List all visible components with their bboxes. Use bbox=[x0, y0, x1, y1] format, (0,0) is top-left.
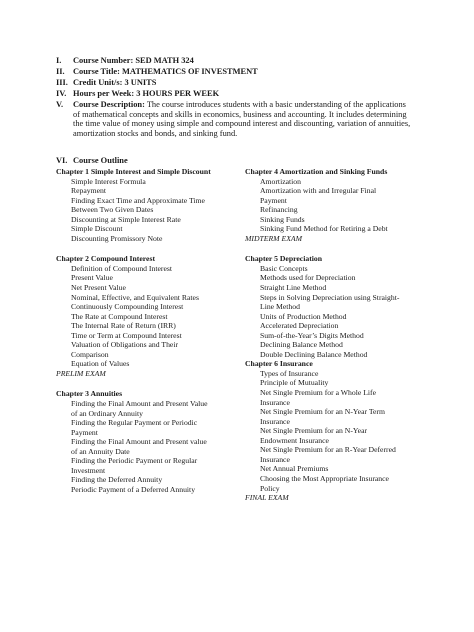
list-item: Time or Term at Compound Interest bbox=[71, 330, 182, 340]
left-column bbox=[56, 167, 244, 495]
list-item: Amortization with and Irregular Final bbox=[260, 186, 377, 196]
description-label: Course Description: bbox=[73, 100, 145, 109]
course-title: Course Title: MATHEMATICS OF INVESTMENT bbox=[73, 67, 258, 76]
list-item: Discounting at Simple Interest Rate bbox=[71, 214, 181, 224]
list-item: of an Ordinary Annuity bbox=[71, 408, 143, 418]
chapter-6-title: Chapter 6 Insurance bbox=[245, 359, 313, 369]
list-item: Refinancing bbox=[260, 205, 298, 215]
list-item: Endowment Insurance bbox=[260, 435, 329, 445]
list-item: Simple Interest Formula bbox=[71, 176, 146, 186]
chapter-1-title: Chapter 1 Simple Interest and Simple Discount bbox=[56, 167, 211, 176]
list-item: Present Value bbox=[71, 273, 113, 283]
list-item: Net Single Premium for an N-Year Term bbox=[260, 407, 385, 417]
list-item: Repayment bbox=[71, 186, 107, 196]
list-item: Valuation of Obligations and Their bbox=[71, 340, 179, 350]
chapter-5-title: Chapter 5 Depreciation bbox=[245, 254, 323, 264]
roman-numeral: IV. bbox=[56, 89, 67, 98]
spacer bbox=[56, 378, 244, 389]
list-item: Insurance bbox=[260, 416, 290, 426]
chapter-4-title: Chapter 4 Amortization and Sinking Funds bbox=[245, 167, 388, 176]
list-item: Types of Insurance bbox=[260, 368, 319, 378]
course-outline-heading: Course Outline bbox=[73, 156, 128, 165]
list-item: Net Present Value bbox=[71, 283, 126, 293]
list-item: Finding the Final Amount and Present Value bbox=[71, 399, 208, 409]
chapter-3-title: Chapter 3 Annuities bbox=[56, 389, 123, 399]
list-item: Sinking Fund Method for Retiring a Debt bbox=[260, 224, 388, 234]
list-item: Insurance bbox=[260, 454, 290, 464]
roman-numeral: I. bbox=[56, 56, 62, 65]
list-item: Investment bbox=[71, 465, 106, 475]
list-item: Steps in Solving Depreciation using Straight- bbox=[260, 292, 400, 302]
spacer bbox=[245, 243, 425, 254]
roman-numeral: II. bbox=[56, 67, 65, 76]
list-item: Continuously Compounding Interest bbox=[71, 302, 184, 312]
description-line: amortization stocks and bonds, and sinking fund. bbox=[73, 128, 238, 138]
list-item: Comparison bbox=[71, 349, 109, 359]
list-item: Equation of Values bbox=[71, 359, 130, 369]
list-item: Units of Production Method bbox=[260, 311, 347, 321]
course-outline-line bbox=[56, 156, 128, 166]
list-item: Insurance bbox=[260, 397, 290, 407]
list-item: Net Single Premium for an R-Year Deferred bbox=[260, 445, 396, 455]
prelim-exam-label: PRELIM EXAM bbox=[56, 368, 106, 378]
list-item: Net Annual Premiums bbox=[260, 464, 329, 474]
list-item: of an Annuity Date bbox=[71, 446, 130, 456]
list-item: Finding the Regular Payment or Periodic bbox=[71, 418, 198, 428]
final-exam-label: FINAL EXAM bbox=[245, 493, 289, 503]
list-item: Choosing the Most Appropriate Insurance bbox=[260, 473, 389, 483]
list-item: Periodic Payment of a Deferred Annuity bbox=[71, 484, 196, 494]
list-item: Finding Exact Time and Approximate Time bbox=[71, 195, 205, 205]
list-item: Sinking Funds bbox=[260, 214, 305, 224]
list-item: Payment bbox=[260, 195, 287, 205]
description-line: of mathematical concepts and skills in economics, business and accounting. It includes determining bbox=[73, 109, 407, 119]
credit-units-line bbox=[56, 78, 156, 88]
list-item: Finding the Deferred Annuity bbox=[71, 475, 163, 485]
list-item: Methods used for Depreciation bbox=[260, 273, 356, 283]
roman-numeral: VI. bbox=[56, 156, 68, 165]
list-item: Principle of Mutuality bbox=[260, 378, 329, 388]
list-item: Line Method bbox=[260, 302, 300, 312]
spacer bbox=[56, 243, 244, 254]
roman-numeral: V. bbox=[56, 100, 64, 109]
list-item: Sum-of-the-Year’s Digits Method bbox=[260, 330, 364, 340]
right-column bbox=[245, 167, 425, 503]
list-item: Policy bbox=[260, 483, 280, 493]
list-item: Declining Balance Method bbox=[260, 340, 343, 350]
list-item: Between Two Given Dates bbox=[71, 205, 154, 215]
course-number-line bbox=[56, 56, 194, 66]
list-item: The Rate at Compound Interest bbox=[71, 311, 168, 321]
credit-units: Credit Unit/s: 3 UNITS bbox=[73, 78, 157, 87]
description-text bbox=[56, 100, 420, 138]
description-line: Course Description: The course introduces students with a basic understanding of the applications bbox=[73, 100, 406, 109]
description-line: the time value of money using simple and compound interest and discounting, variation of annuities, bbox=[73, 119, 411, 129]
list-item: Amortization bbox=[260, 176, 301, 186]
list-item: Finding the Final Amount and Present value bbox=[71, 437, 207, 447]
list-item: Straight Line Method bbox=[260, 283, 327, 293]
roman-numeral: III. bbox=[56, 78, 68, 87]
list-item: Discounting Promissory Note bbox=[71, 233, 163, 243]
chapter-2-title: Chapter 2 Compound Interest bbox=[56, 254, 156, 264]
course-title-line bbox=[56, 67, 258, 77]
list-item: Definition of Compound Interest bbox=[71, 263, 172, 273]
list-item: Accelerated Depreciation bbox=[260, 321, 339, 331]
hours-line bbox=[56, 89, 219, 99]
hours-per-week: Hours per Week: 3 HOURS PER WEEK bbox=[73, 89, 220, 98]
list-item: Finding the Periodic Payment or Regular bbox=[71, 456, 198, 466]
list-item: Net Single Premium for a Whole Life bbox=[260, 388, 376, 398]
midterm-exam-label: MIDTERM EXAM bbox=[245, 233, 302, 243]
list-item: Payment bbox=[71, 427, 98, 437]
list-item: Net Single Premium for an N-Year bbox=[260, 426, 368, 436]
list-item: Double Declining Balance Method bbox=[260, 349, 368, 359]
list-item: Simple Discount bbox=[71, 224, 123, 234]
list-item: Basic Concepts bbox=[260, 263, 308, 273]
list-item: Nominal, Effective, and Equivalent Rates bbox=[71, 292, 199, 302]
list-item: The Internal Rate of Return (IRR) bbox=[71, 321, 176, 331]
course-number: Course Number: SED MATH 324 bbox=[73, 56, 194, 65]
course-description bbox=[56, 100, 420, 138]
